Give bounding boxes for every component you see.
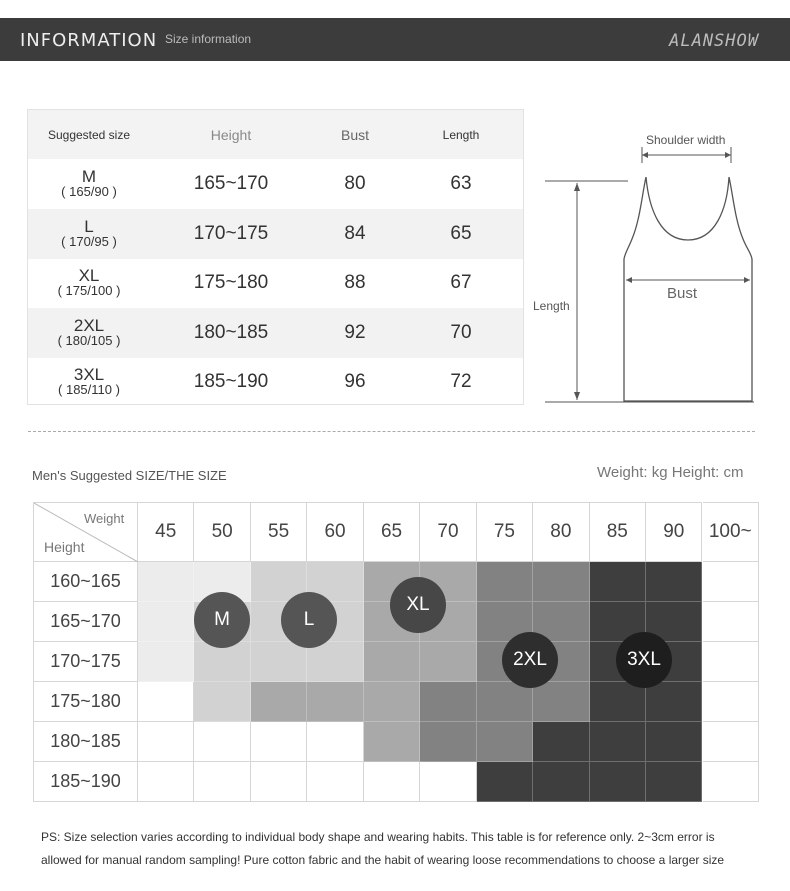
bust-value: 80 [344,173,366,194]
corner-height-label: Height [44,539,85,555]
size-marker-circle: 2XL [502,632,558,688]
size-grid-cell [533,762,589,802]
size-table-row [28,258,523,308]
chart-title: Men's Suggested SIZE/THE SIZE [32,468,227,483]
size-marker-circle: L [281,592,337,648]
height-value: 185~190 [193,371,269,392]
height-value: 170~175 [193,222,269,244]
height-row-header: 180~185 [33,722,138,762]
weight-header: 100~ [703,502,759,562]
weight-header: 60 [307,502,363,562]
size-grid-cell [703,682,759,722]
size-grid-cell [477,682,533,722]
header-length: Length [442,127,480,142]
size-name: L [84,216,94,236]
size-marker-circle: XL [390,577,446,633]
size-cell [28,357,150,407]
size-table-row [28,308,523,358]
size-chart-grid [33,502,759,802]
size-name: XL [78,266,100,285]
height-row-header: 170~175 [33,642,138,682]
header-suggested-size: Suggested size [47,127,131,142]
size-name: 3XL [73,365,105,384]
weight-header: 65 [364,502,420,562]
size-cell [28,159,150,209]
shoulder-width-label: Shoulder width [646,133,726,147]
size-table-header [28,110,523,159]
size-grid-cell [533,562,589,602]
height-value: 175~180 [193,272,269,293]
size-cell [28,258,150,308]
size-grid-cell [533,682,589,722]
size-grid-cell [194,682,250,722]
weight-header: 75 [477,502,533,562]
size-grid-cell [590,562,646,602]
size-grid-cell [420,682,476,722]
weight-header: 50 [194,502,250,562]
size-grid-cell [477,562,533,602]
size-grid-cell [251,722,307,762]
size-name: M [81,167,97,186]
height-row-header: 185~190 [33,762,138,802]
size-grid-cell [646,562,702,602]
tank-top-illustration [528,125,768,415]
size-grid-cell [590,722,646,762]
header-height: Height [210,126,252,143]
size-marker-circle: 3XL [616,632,672,688]
size-grid-cell [138,762,194,802]
height-value: 180~185 [193,321,269,343]
size-grid-cell [703,602,759,642]
size-grid-cell [703,562,759,602]
size-grid-cell [138,562,194,602]
size-grid-cell [251,642,307,682]
height-row-header: 165~170 [33,602,138,642]
size-grid-cell [251,682,307,722]
size-grid-cell [420,722,476,762]
bust-value: 84 [344,222,366,244]
size-spec: ( 165/90 ) [61,184,117,199]
size-table [27,109,524,405]
header-bust: Bust [340,126,369,143]
size-grid-cell [364,722,420,762]
size-marker-circle: M [194,592,250,648]
size-grid-cell [703,722,759,762]
size-cell [28,209,150,259]
size-grid-cell [703,642,759,682]
size-grid-cell [364,682,420,722]
size-grid-cell [420,642,476,682]
header-bar [0,18,790,61]
header-title: INFORMATION [20,30,158,51]
height-value: 165~170 [193,173,269,194]
size-grid-cell [646,722,702,762]
size-note: PS: Size selection varies according to individual body shape and wearing habits. This table is for reference only. 2~3cm error is allowed for manual random sampling! Pure cotton fabric and the habit of wearing loose recommendations to choose a larger size [41,830,725,867]
size-table-row [28,209,523,259]
bust-value: 96 [344,371,366,392]
header-subtitle: Size information [165,32,252,46]
size-table-row [28,357,523,407]
height-row-header: 160~165 [33,562,138,602]
weight-header: 85 [590,502,646,562]
weight-header: 90 [646,502,702,562]
tank-top-diagram [528,125,768,415]
size-grid-cell [533,722,589,762]
size-grid-cell [194,762,250,802]
grid-corner [33,502,138,562]
size-grid-cell [138,682,194,722]
size-spec: ( 185/110 ) [58,382,120,397]
size-grid-cell [477,722,533,762]
size-grid-cell [420,762,476,802]
size-grid-cell [194,722,250,762]
size-grid-cell [307,722,363,762]
size-grid-cell [646,682,702,722]
size-grid-cell [646,762,702,802]
size-name: 2XL [73,315,105,335]
size-grid-cell [307,642,363,682]
size-grid-cell [138,722,194,762]
size-table-row [28,159,523,209]
dashed-divider [28,431,755,432]
size-cell [28,308,150,358]
bust-value: 88 [344,272,366,293]
length-label: Length [533,299,570,313]
size-grid-cell [703,762,759,802]
units-label: Weight: kg Height: cm [597,464,744,481]
height-row-header: 175~180 [33,682,138,722]
weight-header: 55 [251,502,307,562]
size-grid-cell [364,642,420,682]
weight-header: 80 [533,502,589,562]
size-grid-cell [307,682,363,722]
size-grid-cell [590,682,646,722]
weight-header: 45 [138,502,194,562]
length-value: 67 [450,272,472,293]
size-grid-cell [251,762,307,802]
size-grid-cell [590,762,646,802]
size-grid-cell [307,762,363,802]
length-value: 70 [450,321,472,343]
brand-logo: ALANSHOW [669,31,759,51]
bust-label: Bust [667,285,698,302]
weight-header: 70 [420,502,476,562]
size-grid-cell [194,642,250,682]
length-value: 63 [450,173,472,194]
length-value: 72 [450,371,472,392]
length-value: 65 [450,222,472,244]
size-grid-cell [364,762,420,802]
size-spec: ( 180/105 ) [57,332,121,348]
size-grid-cell [477,762,533,802]
corner-weight-label: Weight [84,511,125,526]
bust-value: 92 [344,321,366,343]
size-spec: ( 170/95 ) [61,233,117,249]
size-grid-cell [138,602,194,642]
size-grid-cell [138,642,194,682]
size-spec: ( 175/100 ) [57,283,121,298]
